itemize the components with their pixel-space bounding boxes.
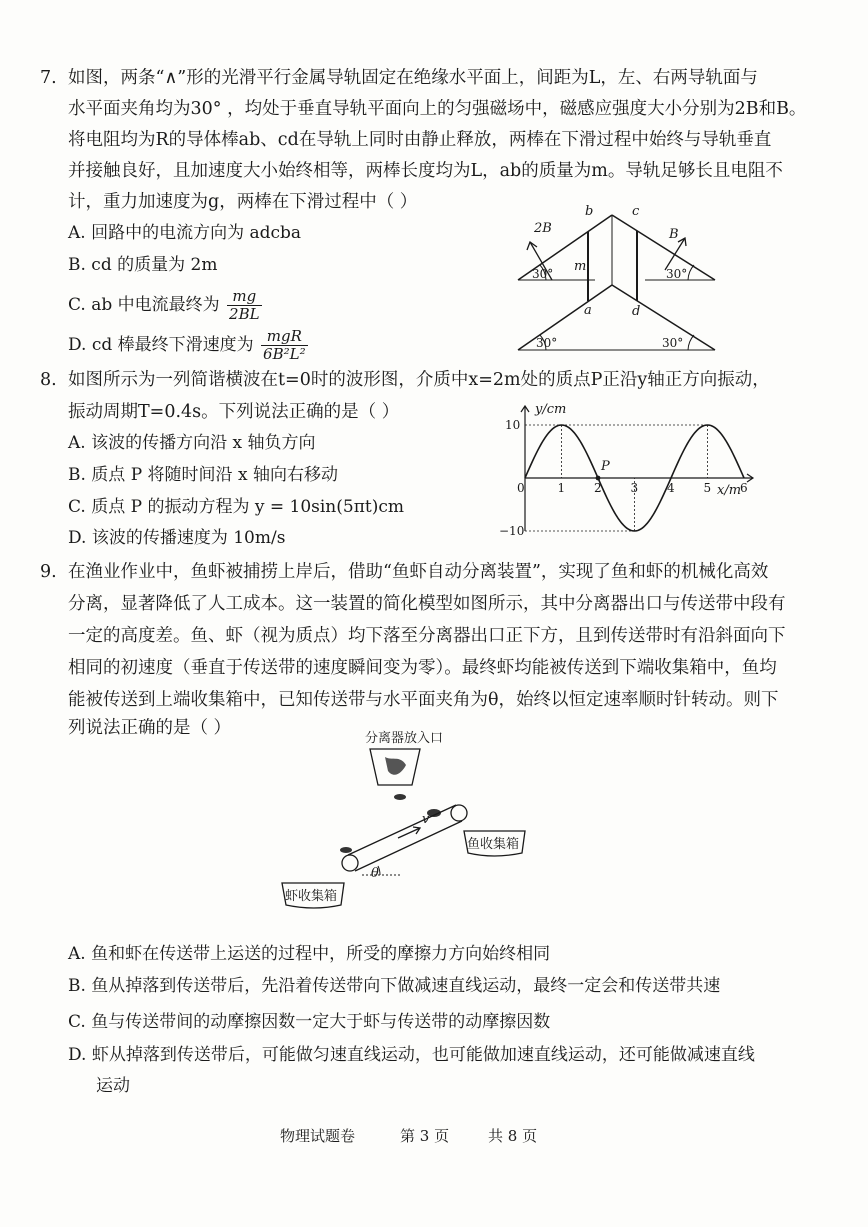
y-tick-label: −10 [499,524,525,538]
label-2b: 2B [534,221,552,236]
footer-subject: 物理试题卷 [280,1127,356,1145]
point-p-marker [596,476,601,481]
q7-option-c [68,288,262,323]
q9-line-6: 列说法正确的是（ ） [68,718,232,738]
q9-line-5: 能被传送到上端收集箱中，已知传送带与水平面夹角为θ，始终以恒定速率顺时针转动。则下 [68,690,779,710]
theta-label: θ [371,866,379,881]
x-tick-label: 4 [667,481,675,495]
angle-label-4: 30° [662,336,684,350]
q9-line-1: 在渔业作业中，鱼虾被捕捞上岸后，借助“鱼虾自动分离装置”，实现了鱼和虾的机械化高效 [68,562,769,582]
q7-option-b: B. cd 的质量为 2m [68,255,218,275]
q9-number: 9. [40,562,57,582]
origin-label: 0 [517,481,525,495]
label-m: m [574,259,587,274]
q9-line-2: 分离，显著降低了人工成本。这一装置的简化模型如图所示，其中分离器出口与传送带中段有 [68,594,786,614]
rail-lower-left [518,285,612,350]
q7-rail-figure [510,200,725,360]
q8-option-d: D. 该波的传播速度为 10m/s [68,528,286,548]
belt-top [348,805,456,855]
label-b: b [585,204,594,219]
q9-option-a: A. 鱼和虾在传送带上运送的过程中，所受的摩擦力方向始终相同 [68,944,551,964]
fish-shrimp-icon [385,757,406,775]
q8-line-2: 振动周期T=0.4s。下列说法正确的是（ ） [68,402,400,422]
y-tick-label: 10 [505,418,521,432]
angle-label-2: 30° [666,267,688,281]
q7-line-4: 并接触良好，且加速度大小始终相等，两棒长度均为L，ab的质量为m。导轨足够长且电阻不 [68,161,783,181]
falling-shrimp-icon [394,794,406,800]
q7-number: 7. [40,68,57,88]
q7-option-d-fraction [261,328,308,363]
q7-line-1: 如图，两条“∧”形的光滑平行金属导轨固定在绝缘水平面上，间距为L，左、右两导轨面与 [68,68,758,88]
q7-option-c-numerator: mg [227,288,262,306]
x-tick-label: 6 [740,481,748,495]
label-d: d [632,304,641,319]
label-c: c [632,204,640,219]
lower-roller [342,855,358,871]
q8-number: 8. [40,370,57,390]
q9-line-3: 一定的高度差。鱼、虾（视为质点）均下落至分离器出口正下方，且到传送带时有沿斜面向下 [68,626,786,646]
x-tick-label: 2 [594,481,602,495]
x-axis-label: x/m [717,483,742,498]
velocity-label: v [422,812,430,827]
footer-page: 第 3 页 [400,1127,450,1145]
shrimp-on-belt-icon [340,847,352,853]
q8-option-c: C. 质点 P 的振动方程为 y = 10sin(5πt)cm [68,497,404,517]
point-p-label: P [601,459,610,474]
q9-option-d-line-1: D. 虾从掉落到传送带后，可能做匀速直线运动，也可能做加速直线运动，还可能做减速直线 [68,1045,755,1065]
q7-option-d-numerator: mgR [261,328,308,346]
q7-line-5: 计，重力加速度为g，两棒在下滑过程中（ ） [68,192,418,212]
shrimp-box-label: 虾收集箱 [285,889,338,904]
x-tick-label: 3 [630,481,639,495]
q7-option-c-denominator: 2BL [229,305,260,323]
footer-total: 共 8 页 [488,1127,538,1145]
q7-option-c-fraction [227,288,262,323]
belt-bottom [355,821,462,871]
q7-option-d [68,328,308,363]
q9-option-d-line-2: 运动 [96,1076,130,1096]
angle-arc-2 [688,265,694,280]
q9-option-b: B. 鱼从掉落到传送带后，先沿着传送带向下做减速直线运动，最终一定会和传送带共速 [68,976,721,996]
inlet-label: 分离器放入口 [365,731,444,746]
q7-line-3: 将电阻均为R的导体棒ab、cd在导轨上同时由静止释放，两棒在下滑过程中始终与导轨垂直 [68,130,772,150]
q7-option-d-denominator: 6B²L² [263,345,306,363]
q8-option-b: B. 质点 P 将随时间沿 x 轴向右移动 [68,465,338,485]
q7-option-c-text: C. ab 中电流最终为 [68,295,220,315]
x-tick-label: 5 [703,481,712,495]
q7-option-a: A. 回路中的电流方向为 adcba [68,223,302,243]
q7-line-2: 水平面夹角均为30° ，均处于垂直导轨平面向上的匀强磁场中，磁感应强度大小分别为2B和B。 [68,99,807,119]
rail-upper-right [612,215,715,280]
q8-option-a: A. 该波的传播方向沿 x 轴负方向 [68,433,316,453]
angle-label-1: 30° [532,267,554,281]
label-a: a [584,303,592,318]
q7-option-d-text: D. cd 棒最终下滑速度为 [68,335,254,355]
x-tick-label: 1 [557,481,566,495]
q8-line-1: 如图所示为一列简谐横波在t=0时的波形图，介质中x=2m处的质点P正沿y轴正方向振动， [68,370,770,390]
field-arrow-b [665,238,685,270]
y-axis-label: y/cm [535,402,567,417]
angle-arc-4 [688,335,694,350]
angle-label-3: 30° [536,336,558,350]
upper-roller [451,805,467,821]
q9-conveyor-figure [270,725,570,915]
fish-box-label: 鱼收集箱 [467,837,520,852]
q9-option-c: C. 鱼与传送带间的动摩擦因数一定大于虾与传送带的动摩擦因数 [68,1012,551,1032]
q9-line-4: 相同的初速度（垂直于传送带的速度瞬间变为零）。最终虾均能被传送到下端收集箱中，鱼均 [68,658,777,678]
label-field-b: B [669,227,679,242]
q8-wave-chart [495,398,765,538]
